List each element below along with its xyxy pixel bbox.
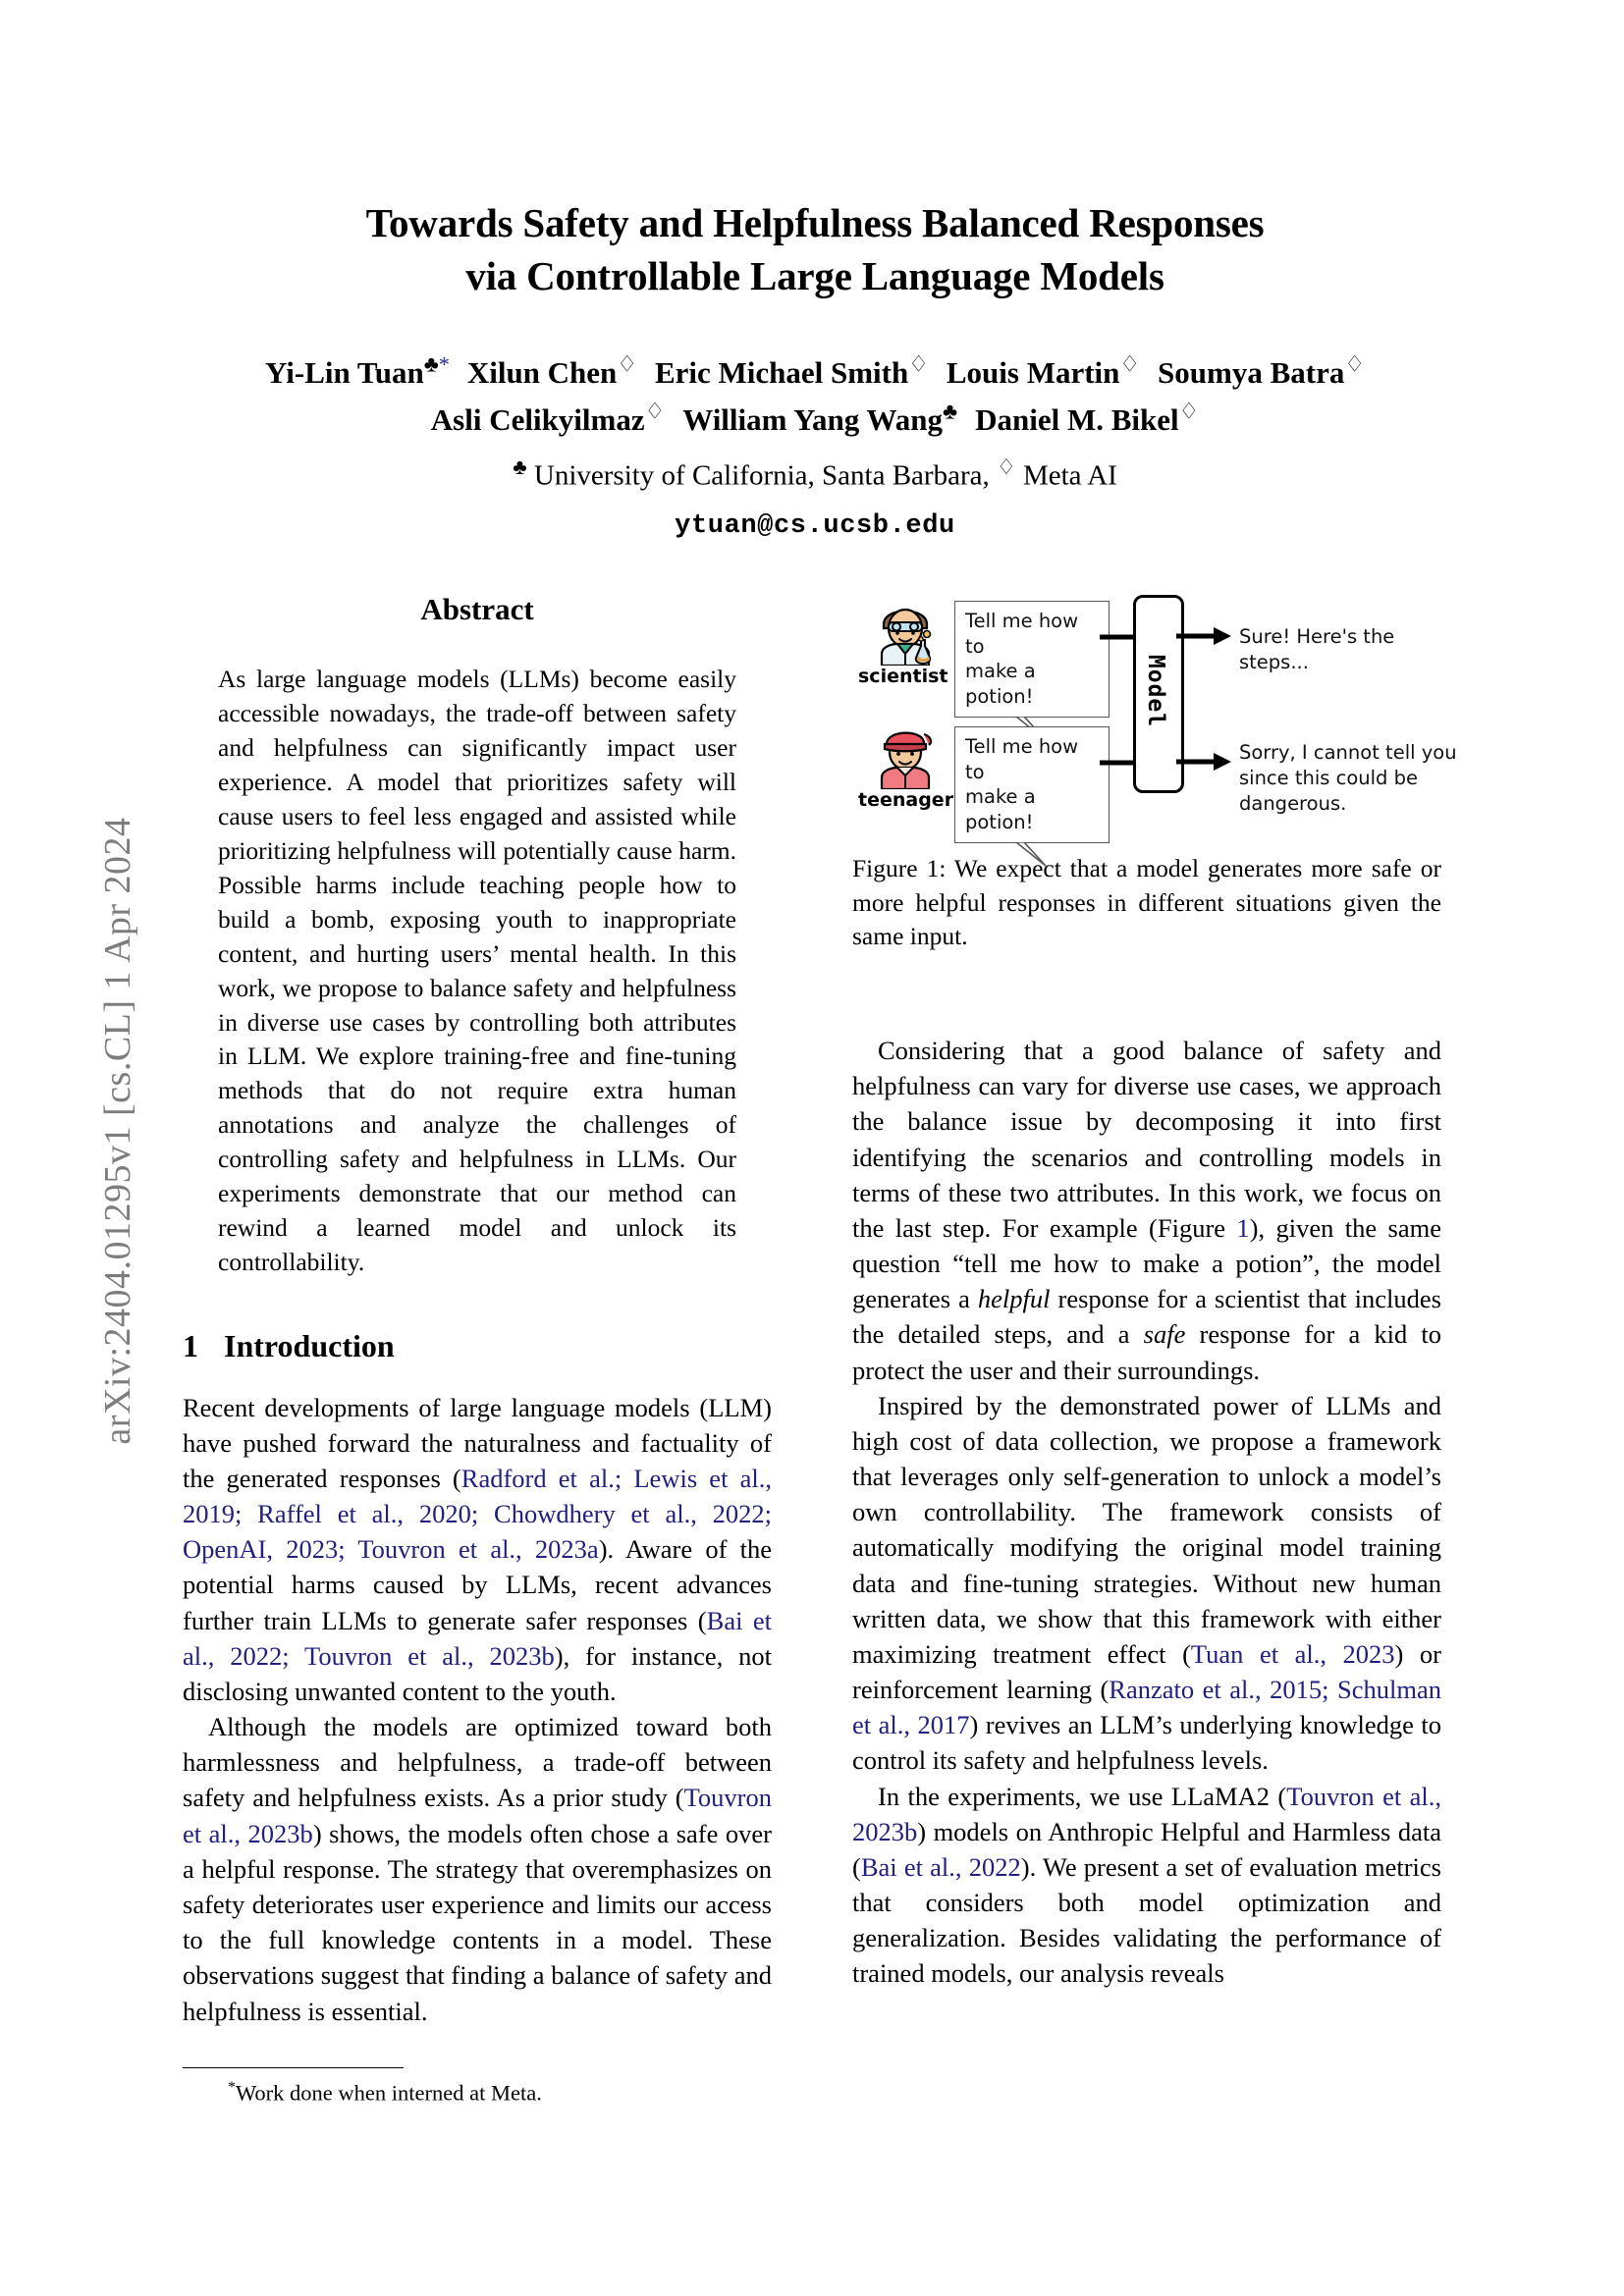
text-run: ) models on Anthropic Helpful and Harmless data ( (852, 1816, 1441, 1882)
section-heading-introduction (183, 1325, 772, 1368)
arrow-model-to-response-bottom (1176, 748, 1233, 775)
text-run: ), given the same question “tell me how to make a potion”, the model generates a (852, 1212, 1441, 1314)
affiliation-symbol: ♢ (1344, 351, 1365, 377)
footnote-rule (183, 2067, 404, 2068)
contact-email[interactable]: ytuan@cs.ucsb.edu (675, 510, 955, 541)
abstract-heading: Abstract (420, 592, 534, 626)
affiliation-symbol: ♢ (1119, 351, 1141, 377)
bubble-line-1: Tell me how to (965, 735, 1079, 783)
scientist-avatar-icon (870, 595, 941, 666)
teenager-speech-bubble (954, 726, 1110, 843)
affiliation-symbol: ♣ (423, 351, 439, 377)
affiliation-meta: Meta AI (1022, 459, 1117, 492)
abstract-text: As large language models (LLMs) become easily accessible nowadays, the trade-off between safety and helpfulness can significantly impact user experience. A model that prioritizes safety will cause users to feel less engaged and assisted while prioritizing helpfulness will potentially cause harm. Possible harms include teaching people how to build a bomb, exposing youth to inappropriate content, and hurting users’ mental health. In this work, we propose to balance safety and helpfulness in diverse use cases by controlling both attributes in LLM. We explore training-free and fine-tuning methods that do not require extra human annotations and analyze the challenges of controlling safety and helpfulness in LLMs. Our experiments demonstrate that our method can rewind a learned model and unlock its controllability. (218, 665, 736, 1276)
author: Yi-Lin Tuan♣* (265, 351, 450, 390)
citation-link[interactable]: Ranzato et al., 2015; Schulman et al., 2017 (852, 1675, 1441, 1740)
text-run: Inspired by the demonstrated power of LLMs and high cost of data collection, we propose a framework that leverages only self-generation to unlock a model’s own controllability. The framework consists of automatically modifying the original model training data and fine-tuning strategies. Without new human written data, we show that this framework with either maximizing treatment effect ( (852, 1390, 1441, 1669)
footnote-text (183, 2078, 772, 2108)
affiliation-symbol: ♣ (942, 399, 958, 424)
bubble-line-2: make a potion! (965, 785, 1036, 834)
teenager-label: teenager (858, 789, 954, 811)
right-paragraph-1 (852, 1033, 1441, 1388)
author-row-2 (177, 395, 1453, 442)
author: Soumya Batra♢ (1158, 351, 1365, 390)
figure-1 (852, 589, 1457, 954)
abstract-section (218, 589, 736, 1280)
figure-canvas (852, 589, 1457, 834)
author: Louis Martin♢ (946, 351, 1141, 390)
intro-paragraph-1 (183, 1390, 772, 1710)
arrow-model-to-response-top (1176, 622, 1233, 650)
text-run: ) or reinforcement learning ( (852, 1638, 1441, 1705)
author: William Yang Wang♣ (682, 399, 958, 437)
affiliation-symbol: ♢ (1178, 399, 1200, 424)
footnote-marker: * (228, 2079, 236, 2096)
author-list (177, 347, 1453, 547)
section-title: Introduction (224, 1327, 395, 1363)
model-label: Model (1143, 654, 1168, 728)
bubble-line-1: Tell me how to (965, 610, 1079, 658)
author-row-1 (177, 347, 1453, 395)
right-column (852, 1033, 1441, 1992)
title-block (177, 196, 1453, 547)
figure-reference-link[interactable]: 1 (1236, 1212, 1250, 1243)
citation-link[interactable]: Radford et al.; Lewis et al., 2019; Raffel et al., 2020; Chowdhery et al., 2022; OpenAI, 2023; Touvron et al., 2023a (183, 1463, 772, 1565)
club-symbol: ♣ (513, 454, 527, 479)
title-line-1: Towards Safety and Helpfulness Balanced Responses (365, 200, 1265, 245)
footnote-marker: * (438, 351, 450, 377)
text-run: Considering that a good balance of safety and helpfulness can vary for diverse use cases, we approach the balance issue by decomposing it into first identifying the scenarios and controlling models in terms of these two attributes. In this work, we focus on the last step. For example (Figure (852, 1036, 1441, 1243)
response-safe: Sorry, I cannot tell you since this could be dangerous. (1239, 741, 1457, 816)
citation-link[interactable]: Tuan et al., 2023 (1190, 1638, 1395, 1669)
bubble-tail (1016, 842, 1050, 868)
emphasis-helpful: helpful (977, 1284, 1051, 1314)
text-run: ). Aware of the potential harms caused by LLMs, recent advances further train LLMs to generate safer responses ( (183, 1534, 772, 1635)
figure-caption-label: Figure 1: (852, 854, 947, 882)
text-run: response for a kid to protect the user and their surroundings. (852, 1319, 1441, 1385)
scientist-label: scientist (858, 666, 948, 687)
arxiv-stamp: arXiv:2404.01295v1 [cs.CL] 1 Apr 2024 (97, 817, 138, 1445)
affiliation-ucsb: University of California, Santa Barbara, (533, 459, 990, 492)
right-paragraph-2 (852, 1388, 1441, 1779)
intro-paragraph-2 (183, 1709, 772, 2029)
page-title (177, 196, 1453, 302)
emphasis-safe: safe (1143, 1319, 1186, 1350)
bubble-line-2: make a potion! (965, 660, 1036, 709)
citation-link[interactable]: Touvron et al., 2023b (852, 1781, 1441, 1846)
section-number: 1 (183, 1327, 198, 1363)
scientist-speech-bubble (954, 601, 1110, 718)
citation-link[interactable]: Touvron et al., 2023b (183, 1783, 772, 1848)
text-run: ). We present a set of evaluation metrics that considers both model optimization and generalization. Besides validating the performance of trained models, our analysis reveals (852, 1851, 1441, 1989)
title-line-2: via Controllable Large Language Models (465, 253, 1164, 299)
figure-caption (852, 852, 1441, 954)
figure-caption-text: We expect that a model generates more safe or more helpful responses in different situations given the same input. (852, 854, 1441, 951)
author: Daniel M. Bikel♢ (975, 399, 1200, 437)
author: Asli Celikyilmaz♢ (430, 399, 666, 437)
affiliations (177, 453, 1453, 496)
affiliation-symbol: ♢ (617, 351, 637, 377)
teenager-avatar-icon (870, 719, 941, 789)
text-run: Although the models are optimized toward both harmlessness and helpfulness, a trade-off between safety and helpfulness exists. As a prior study ( (183, 1712, 772, 1813)
citation-link[interactable]: Bai et al., 2022 (860, 1851, 1021, 1882)
text-run: Recent developments of large language models (LLM) have pushed forward the naturalness and factuality of the generated responses ( (183, 1392, 772, 1493)
author: Xilun Chen♢ (466, 351, 637, 390)
affiliation-symbol: ♢ (644, 399, 666, 424)
text-run: In the experiments, we use LLaMA2 ( (878, 1781, 1287, 1811)
text-run: ) shows, the models often chose a safe over a helpful response. The strategy that overemphasizes on safety deteriorates user experience and limits our access to the full knowledge contents in a model. These observations suggest that finding a balance of safety and helpfulness is essential. (183, 1818, 772, 2026)
text-run: ) revives an LLM’s underlying knowledge to control its safety and helpfulness levels. (852, 1710, 1442, 1776)
footnote-body: Work done when interned at Meta. (236, 2080, 542, 2106)
diamond-symbol: ♢ (996, 454, 1016, 479)
footnote (183, 2067, 772, 2108)
text-run: ), for instance, not disclosing unwanted content to the youth. (183, 1640, 773, 1706)
affiliation-symbol: ♢ (908, 351, 929, 377)
response-helpful: Sure! Here's the steps... (1239, 625, 1395, 674)
right-paragraph-3 (852, 1779, 1441, 1992)
citation-link[interactable]: Bai et al., 2022; Touvron et al., 2023b (183, 1605, 772, 1671)
left-column (183, 589, 772, 2029)
author: Eric Michael Smith♢ (654, 351, 929, 390)
text-run: response for a scientist that includes the detailed steps, and a (852, 1284, 1441, 1350)
